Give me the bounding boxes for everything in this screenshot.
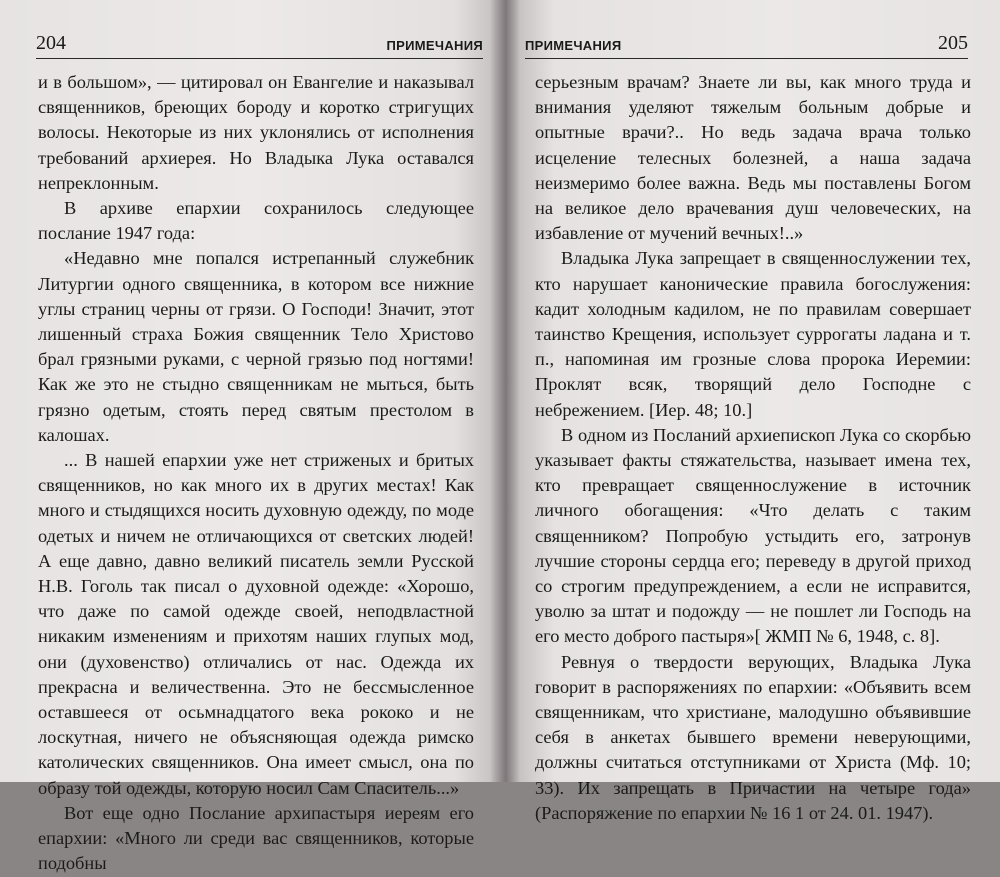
- paragraph: Ревнуя о твердости верующих, Владыка Лука говорит в распоряжениях по епархии: «Объявить всем священникам, что христиане, малодушно объявившие себя в анкетах бывшего времени неверующими, должны считаться отступниками от Христа (Мф. 10; 33). Их запрещать в Причастии на четыре года» (Распоряжение по епархии № 16 1 от 24. 01. 1947).: [535, 651, 971, 823]
- right-page: [505, 0, 1000, 823]
- paragraph: В одном из Посланий архиепископ Лука со скорбью указывает факты стяжательства, называет имена тех, кто превращает священнослужение в источник личного обогащения: «Что делать с таким священником? Попробую устыдить его, затронув лучшие стороны сердца его; переведу в другой приход со строгим предупреждением, а если не исправится, уволю за штат и подожду — не пошлет ли Господь на его место доброго пастыря»[ ЖМП № 6, 1948, с. 8].: [535, 424, 971, 647]
- left-running-title: ПРИМЕЧАНИЯ: [386, 38, 483, 53]
- right-running-title: ПРИМЕЧАНИЯ: [525, 38, 622, 53]
- paragraph: Вот еще одно Послание архипастыря иереям его епархии: «Много ли среди вас священников, которые подобны: [38, 802, 474, 874]
- paragraph: и в большом», — цитировал он Евангелие и наказывал священников, бреющих бороду и коротко стригущих волосы. Некоторые из них уклонялись от исполнения требований архиерея. Но Владыка Лука оставался непреклонным.: [38, 72, 474, 193]
- right-page-number: 205: [938, 32, 968, 54]
- paragraph: «Недавно мне попался истрепанный служебник Литургии одного священника, в котором все нижние углы страниц черны от грязи. О Господи! Значит, этот лишенный страха Божия священник Тело Христово брал грязными руками, с черной грязью под ногтями! Как же это не стыдно священникам не мыться, быть грязно одетым, стоять перед святым престолом в калошах.: [38, 248, 474, 445]
- right-page-header: [525, 28, 968, 59]
- paragraph: В архиве епархии сохранилось следующее послание 1947 года:: [38, 198, 474, 244]
- paragraph: Владыка Лука запрещает в священнослужении тех, кто нарушает канонические правила богослужения: кадит холодным кадилом, не по правилам совершает таинство Крещения, использует суррогаты ладана и т. п., напоминая им грозные слова пророка Иеремии: Проклят всяк, творящий дело Господне с небрежением. [Иер. 48; 10.]: [535, 248, 971, 420]
- right-page-body: [535, 70, 971, 826]
- left-page-number: 204: [36, 32, 66, 54]
- paragraph: ... В нашей епархии уже нет стриженых и бритых священников, но как много их в других местах! Как много и стыдящихся носить духовную одежду, по моде одетых и ничем не отличающихся от светских людей! А еще давно, давно великий писатель земли Русской Н.В. Гоголь так писал о духовной одежде: «Хорошо, что даже по самой одежде своей, неподвластной никаким изменениям и прихотям наших глупых мод, они (духовенство) отличались от нас. Одежда их прекрасна и величественна. Это не бессмысленное оставшееся от осьмнадцатого века рококо и не лоскутная, ничего не объясняющая одежда римско католических священников. Она имеет смысл, она по образу той одежды, которую носил Сам Спаситель...»: [38, 450, 474, 798]
- paragraph: серьезным врачам? Знаете ли вы, как много труда и внимания уделяют тяжелым больным добрые и опытные врачи?.. Но ведь задача врача только исцеление телесных болезней, а наша задача неизмеримо более важна. Ведь мы поставлены Богом на великое дело врачевания душ человеческих, на избавление от мучений вечных!..»: [535, 72, 971, 244]
- left-page-body: [38, 70, 474, 877]
- left-page-header: [36, 28, 483, 59]
